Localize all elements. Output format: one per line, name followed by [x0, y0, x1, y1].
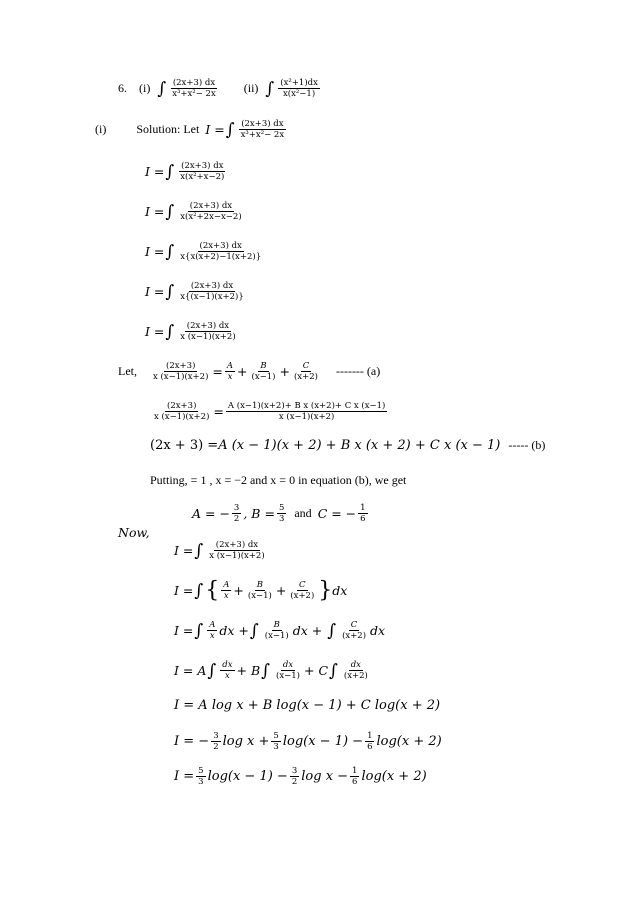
constants-out-line: I = A ∫ $\frac{dx}{x}$ + B ∫ $\frac{dx}{(x-1)}$ + C ∫ $\frac{dx}{(x+2)}$	[174, 660, 368, 681]
step-fraction	[178, 321, 237, 342]
dx-text: dx	[370, 623, 386, 638]
lhs-i: I =	[174, 663, 194, 678]
fraction-denominator: x (x−1)(x+2)	[154, 412, 210, 422]
a-over-x-fraction	[221, 580, 231, 601]
fraction-denominator: (x+2)	[342, 631, 367, 641]
fraction-numerator: (2x+3)	[167, 401, 197, 411]
lhs-i: I =	[145, 164, 165, 179]
integral-sign: ∫	[194, 540, 204, 561]
dx-over-x-fraction	[220, 660, 234, 681]
integral-sign: ∫	[165, 321, 175, 342]
equation-b-rhs: A (x − 1)(x + 2) + B x (x + 2) + C x (x − 1)	[218, 438, 501, 453]
fraction-denominator: x³+x²− 2x	[240, 130, 285, 140]
fraction-denominator: (x−1)	[247, 591, 272, 601]
final2-term1: log(x − 1) −	[207, 769, 288, 784]
fraction-numerator: C	[350, 620, 358, 630]
step-line-5	[145, 321, 240, 342]
a-value-lhs: A = −	[192, 506, 230, 521]
step-line-3	[145, 241, 265, 262]
now-integral-line	[174, 540, 269, 561]
dx-text: dx	[219, 623, 235, 638]
log-line	[174, 698, 440, 713]
fraction-numerator: B	[273, 620, 280, 630]
a-value-fraction	[232, 503, 241, 524]
fraction-numerator: (2x+3) dx	[190, 281, 234, 291]
partial-fraction-line: Let, $\frac{(2x+3)}{x (x-1)(x+2)}$ = $\frac{A}{x}$ + $\frac{B}{(x-1)}$ + $\frac{C}{(x+2)}$ ------- (a)	[118, 361, 381, 382]
step-line-1	[145, 161, 228, 182]
final1-term2: log(x − 1) −	[282, 734, 364, 749]
fraction-denominator: x (x−1)(x+2)	[209, 551, 265, 561]
fraction-denominator: x	[227, 372, 233, 382]
integral-sign: ∫	[261, 660, 271, 681]
combined-fraction-line: $\frac{(2x+3)}{x (x-1)(x+2)}$ = $\frac{\text{A (x−1)(x+2)+ B x (x+2)+ C x (x−1)}}{x (x-1)(x+2)}$	[154, 401, 386, 422]
fraction-denominator: (x−1)	[264, 631, 289, 641]
integral-sign: ∫	[329, 660, 338, 681]
lhs-i: I =	[145, 204, 165, 219]
fraction-denominator: 6	[367, 742, 373, 752]
integral-sign: ∫	[194, 580, 204, 601]
fraction-denominator: 6	[360, 514, 366, 524]
solution-line	[95, 119, 288, 140]
equation-b-lhs: (2x + 3) =	[150, 438, 219, 453]
fraction-denominator: (x+2)	[290, 591, 315, 601]
step-fraction	[239, 119, 287, 140]
fraction-numerator: dx	[350, 660, 361, 670]
braced-sum-line: I = ∫ { $\frac{A}{x}$ + $\frac{B}{(x-1)}$ + $\frac{C}{(x+2)}$ } dx	[174, 577, 348, 603]
question-part-ii-fraction	[278, 78, 320, 99]
integral-sign: ∫	[225, 119, 235, 140]
fraction-numerator: (2x+3) dx	[172, 78, 216, 88]
fraction-numerator: dx	[282, 660, 294, 670]
lhs-i: I =	[145, 244, 165, 259]
let-label: Let,	[118, 364, 137, 378]
fraction-numerator: (2x+3) dx	[189, 201, 233, 211]
b-value-fraction	[196, 766, 205, 787]
c-over-x2-fraction	[292, 361, 320, 382]
fraction-denominator: x(x²−1)	[283, 89, 316, 99]
integral-sign: ∫	[249, 620, 259, 641]
fraction-denominator: 3	[278, 514, 285, 524]
question-number: 6.	[118, 81, 127, 95]
c-value-fraction	[350, 766, 359, 787]
fraction-denominator: x	[223, 591, 229, 601]
fraction-numerator: (2x+3)	[166, 361, 196, 371]
now-label-line	[118, 525, 150, 540]
step-fraction	[178, 161, 226, 182]
equation-tag-b: ----- (b)	[508, 438, 546, 452]
integral-sign: ∫	[207, 660, 217, 681]
final2-term3: log(x + 2)	[361, 769, 427, 784]
lhs-i: I =	[145, 284, 165, 299]
fraction-numerator: 5	[273, 731, 279, 741]
fraction-denominator: 2	[233, 514, 240, 524]
fraction-denominator: x(x²+x−2)	[180, 172, 225, 182]
lhs-i: I =	[174, 583, 194, 598]
open-brace: {	[205, 577, 220, 603]
b-over-x1-fraction	[250, 361, 278, 382]
question-part-ii-label: (ii)	[243, 81, 259, 95]
c-over-x2-fraction	[288, 580, 316, 601]
fraction-denominator: x(x²+2x−x−2)	[180, 212, 242, 222]
integral-sign: ∫	[157, 78, 167, 99]
fraction-numerator: (2x+3) dx	[215, 540, 259, 550]
step-fraction	[178, 241, 263, 262]
b-value-lhs: , B =	[243, 506, 275, 521]
fraction-numerator: A	[209, 620, 216, 630]
step-fraction	[178, 281, 246, 302]
final-line-1	[174, 731, 442, 752]
b-value-fraction	[277, 503, 286, 524]
and-text: and	[294, 506, 312, 520]
a-value-fraction	[211, 731, 220, 752]
fraction-numerator: B	[260, 361, 267, 371]
question-line	[118, 78, 322, 99]
solution-label: (i)	[95, 122, 107, 136]
fraction-denominator: (x+2)	[343, 671, 368, 681]
integral-sign: ∫	[327, 620, 337, 641]
integral-sign: ∫	[194, 620, 204, 641]
fraction-numerator: (2x+3) dx	[186, 321, 230, 331]
fraction-denominator: x³+x²− 2x	[172, 89, 216, 99]
integral-sign: ∫	[165, 281, 175, 302]
fraction-denominator: (x+2)	[293, 372, 318, 382]
partial-lhs-fraction	[151, 361, 210, 382]
step-line-4	[145, 281, 248, 302]
fraction-denominator: x{x(x+2)−1(x+2)}	[180, 252, 262, 262]
lhs-i: I =	[205, 122, 225, 137]
values-line	[192, 503, 370, 524]
fraction-numerator: (x²+1)dx	[280, 78, 318, 88]
fraction-numerator: 3	[213, 731, 219, 741]
final2-term2: log x −	[301, 769, 349, 784]
fraction-denominator: x (x−1)(x+2)	[180, 332, 236, 342]
dx-text: dx	[292, 623, 308, 638]
fraction-denominator: 3	[198, 777, 204, 787]
fraction-denominator: 6	[352, 777, 358, 787]
fraction-numerator: A	[226, 361, 234, 371]
fraction-numerator: 1	[367, 731, 373, 741]
step-line-2	[145, 201, 246, 222]
equation-b-line	[150, 438, 545, 453]
fraction-numerator: dx	[222, 660, 233, 670]
final2-prefix: I =	[174, 769, 195, 784]
fraction-numerator: 3	[291, 766, 298, 776]
equation-tag-a: ------- (a)	[335, 364, 381, 378]
putting-line	[150, 473, 406, 488]
putting-text: Putting, = 1 , x = −2 and x = 0 in equation (b), we get	[150, 473, 407, 487]
fraction-numerator: (2x+3) dx	[181, 161, 224, 171]
fraction-denominator: 2	[291, 777, 298, 787]
b-over-x1-fraction	[263, 620, 291, 641]
solution-intro: Solution: Let	[136, 122, 200, 136]
lhs-i: I =	[174, 543, 194, 558]
fraction-denominator: 3	[273, 742, 279, 752]
a-over-x-fraction	[225, 361, 235, 382]
integral-sign: ∫	[165, 241, 175, 262]
lhs-i: I =	[145, 324, 165, 339]
b-value-fraction	[271, 731, 280, 752]
fraction-numerator: A (x−1)(x+2)+ B x (x+2)+ C x (x−1)	[227, 401, 386, 411]
now-fraction	[207, 540, 266, 561]
dx-over-x1-fraction	[274, 660, 302, 681]
integral-sign: ∫	[165, 161, 175, 182]
fraction-numerator: C	[302, 361, 310, 371]
fraction-numerator: 1	[352, 766, 358, 776]
fraction-numerator: C	[299, 580, 306, 590]
dx-over-x2-fraction	[342, 660, 370, 681]
partial-lhs-fraction	[152, 401, 211, 422]
integral-sign: ∫	[165, 201, 175, 222]
lhs-i: I =	[174, 623, 194, 638]
combined-fraction	[226, 401, 387, 422]
now-label: Now,	[118, 525, 150, 540]
fraction-numerator: 5	[198, 766, 204, 776]
fraction-numerator: 3	[233, 503, 240, 513]
close-brace: }	[318, 577, 333, 603]
final-line-2	[174, 766, 427, 787]
split-integral-line: I = ∫ $\frac{A}{x}$ dx + ∫ $\frac{B}{(x-1)}$ dx + ∫ $\frac{C}{(x+2)}$ dx	[174, 620, 386, 641]
fraction-denominator: x	[209, 631, 215, 641]
fraction-denominator: x (x−1)(x+2)	[153, 372, 209, 382]
c-over-x2-fraction	[340, 620, 368, 641]
fraction-denominator: x{(x−1)(x+2)}	[180, 292, 244, 302]
fraction-numerator: 1	[360, 503, 366, 513]
fraction-numerator: (2x+3) dx	[199, 241, 242, 251]
fraction-numerator: B	[256, 580, 263, 590]
fraction-denominator: 2	[213, 742, 219, 752]
final1-term3: log(x + 2)	[376, 734, 442, 749]
a-value-fraction	[290, 766, 299, 787]
b-over-x1-fraction	[246, 580, 274, 601]
c-value-lhs: C = −	[317, 506, 357, 521]
fraction-denominator: x (x−1)(x+2)	[278, 412, 335, 422]
integral-sign: ∫	[265, 78, 275, 99]
fraction-numerator: A	[223, 580, 230, 590]
question-part-i-fraction	[170, 78, 218, 99]
fraction-denominator: x	[224, 671, 230, 681]
question-part-i-label: (i)	[139, 81, 151, 95]
final1-prefix: I = −	[174, 734, 210, 749]
fraction-numerator: (2x+3) dx	[241, 119, 284, 129]
fraction-numerator: 5	[278, 503, 285, 513]
a-over-x-fraction	[207, 620, 217, 641]
fraction-denominator: (x−1)	[276, 671, 300, 681]
c-value-fraction	[358, 503, 367, 524]
c-value-fraction	[365, 731, 374, 752]
log-expression: I = A log x + B log(x − 1) + C log(x + 2)	[174, 698, 441, 713]
final1-term1: log x +	[222, 734, 270, 749]
dx-text: dx	[332, 583, 348, 598]
step-fraction	[178, 201, 243, 222]
fraction-denominator: (x−1)	[251, 372, 276, 382]
